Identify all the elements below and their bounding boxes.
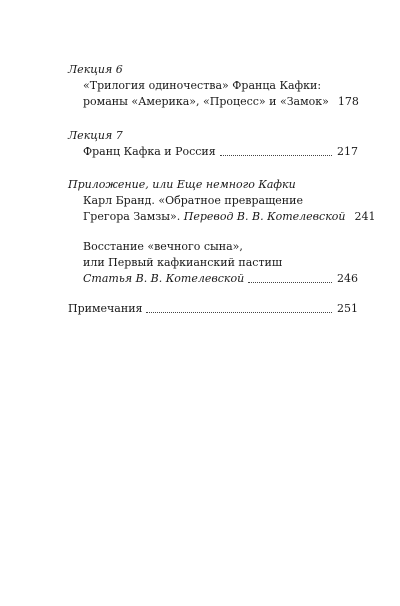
toc-section-lecture-6 (68, 62, 358, 110)
entry-title: Франц Кафка и Россия (83, 145, 216, 158)
toc-entry-line (68, 271, 358, 287)
dot-leader (248, 282, 332, 283)
entry-title: или Первый кафкианский пастиш (83, 256, 283, 269)
translator-credit: Перевод В. В. Котелевской (183, 210, 346, 223)
toc-entry-line (68, 94, 358, 110)
entry-title: романы «Америка», «Процесс» и «Замок» (83, 95, 329, 108)
section-label: Лекция 7 (68, 129, 123, 142)
entry-title: Примечания (68, 302, 143, 315)
toc-entry-line (68, 209, 376, 225)
toc-entry-uprising (68, 239, 358, 287)
entry-title-plain: Грегора Замзы». (83, 210, 184, 223)
page-number: 178 (337, 95, 359, 108)
dot-leader (220, 155, 332, 156)
page-number: 241 (354, 210, 376, 223)
toc-entry-line (68, 255, 358, 271)
page-number: 217 (337, 145, 358, 158)
entry-title: Восстание «вечного сына», (83, 240, 243, 253)
toc-entry-line (68, 78, 358, 94)
toc-entry-line (68, 144, 358, 160)
toc-entry-line (68, 193, 358, 209)
toc-entry-line (68, 239, 358, 255)
author-credit: Статья В. В. Котелевской (83, 272, 245, 285)
entry-title: «Трилогия одиночества» Франца Кафки: (83, 79, 322, 92)
toc-section-appendix (68, 177, 376, 287)
section-label: Приложение, или Еще немного Кафки (68, 178, 296, 191)
entry-title: Карл Бранд. «Обратное превращение (83, 194, 303, 207)
toc-section-notes (68, 301, 358, 317)
toc-section-lecture-7 (68, 128, 358, 160)
toc-entry-brand (68, 193, 376, 225)
page-number: 251 (337, 302, 358, 315)
table-of-contents (68, 62, 376, 335)
section-label: Лекция 6 (68, 63, 123, 76)
dot-leader (146, 312, 332, 313)
page-number: 246 (337, 272, 358, 285)
toc-entry-line (68, 301, 358, 317)
entry-title (83, 209, 346, 225)
